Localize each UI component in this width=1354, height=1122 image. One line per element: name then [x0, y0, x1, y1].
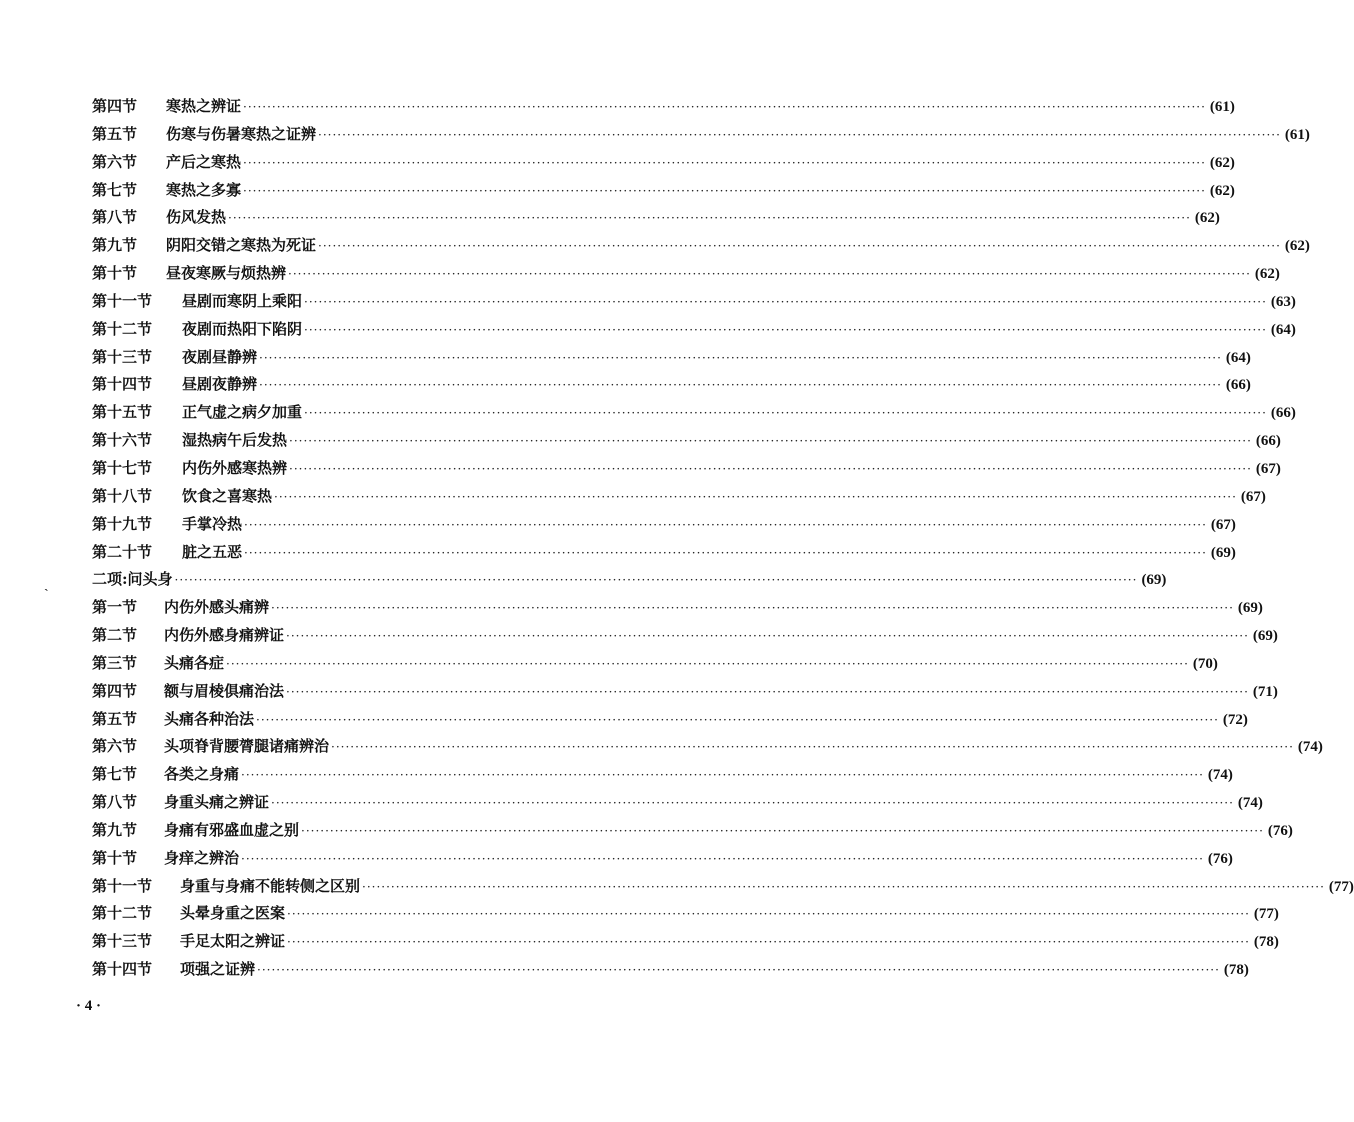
toc-entry-number: 第四节: [92, 97, 138, 115]
toc-entry: [92, 568, 1167, 596]
dot-leader: ········································································································································································································: [257, 963, 1220, 978]
toc-entry-page: (76): [1267, 822, 1293, 839]
toc-entry-page: (78): [1253, 934, 1279, 951]
dot-leader: ········································································································································································································: [259, 350, 1222, 365]
toc-entry: [92, 123, 1310, 151]
toc-entry-number: 第二节: [92, 626, 138, 645]
toc-entry-number: 第七节: [92, 180, 138, 199]
toc-entry-title: 手足太阳之辨证: [180, 932, 286, 951]
toc-entry-title: 内伤外感头痛辨: [164, 598, 270, 617]
toc-entry: [92, 401, 1296, 429]
toc-entry-title: 寒热之多寡: [166, 180, 242, 199]
toc-entry: [92, 930, 1279, 958]
toc-entry-page: (62): [1194, 210, 1220, 227]
dot-leader: ········································································································································································································: [244, 517, 1207, 532]
toc-entry: [92, 429, 1281, 457]
toc-entry-title: 夜剧昼静辨: [182, 347, 258, 366]
toc-entry-number: 二项:问头身: [92, 570, 173, 589]
toc-entry: [92, 262, 1280, 290]
toc-entry-number: 第二十节: [92, 542, 153, 561]
dot-leader: ········································································································································································································: [226, 656, 1189, 671]
toc-entry-page: (74): [1207, 767, 1233, 784]
toc-entry: [92, 95, 1235, 123]
toc-entry-page: (67): [1210, 516, 1236, 533]
dot-leader: ········································································································································································································: [362, 879, 1325, 894]
toc-entry: [92, 151, 1235, 179]
toc-entry-number: 第五节: [92, 124, 138, 143]
table-of-contents: [92, 95, 1354, 986]
dot-leader: ········································································································································································································: [288, 267, 1251, 282]
toc-entry-title: 正气虚之病夕加重: [182, 403, 303, 422]
toc-entry-page: (62): [1284, 238, 1310, 255]
toc-entry-title: 内伤外感寒热辨: [182, 458, 288, 477]
dot-leader: ········································································································································································································: [271, 601, 1234, 616]
toc-entry: [92, 680, 1278, 708]
toc-entry: [92, 541, 1236, 569]
toc-entry: [92, 708, 1248, 736]
toc-entry: [92, 819, 1293, 847]
toc-entry: [92, 346, 1251, 374]
toc-entry-title: 头项脊背腰膂腿诸痛辨治: [164, 737, 330, 756]
toc-entry-title: 昼剧夜静辨: [182, 375, 258, 394]
dot-leader: ········································································································································································································: [304, 322, 1267, 337]
toc-entry-title: 寒热之辨证: [166, 97, 242, 115]
toc-entry: [92, 652, 1218, 680]
toc-entry-number: 第十一节: [92, 876, 153, 895]
dot-leader: ········································································································································································································: [243, 155, 1206, 170]
toc-entry: [92, 290, 1296, 318]
toc-entry-number: 第一节: [92, 598, 138, 617]
toc-entry-title: 饮食之喜寒热: [182, 486, 273, 505]
toc-entry: [92, 902, 1279, 930]
toc-entry: [92, 791, 1263, 819]
toc-entry: [92, 875, 1354, 903]
dot-leader: ········································································································································································································: [244, 545, 1207, 560]
toc-entry-title: 昼剧而寒阴上乘阳: [182, 291, 303, 310]
toc-entry-number: 第十一节: [92, 291, 153, 310]
toc-entry-page: (78): [1223, 962, 1249, 979]
toc-entry-title: 额与眉棱俱痛治法: [164, 681, 285, 700]
toc-entry-title: 头晕身重之医案: [180, 904, 286, 923]
toc-entry-number: 第十三节: [92, 347, 153, 366]
toc-entry-title: 内伤外感身痛辨证: [164, 626, 285, 645]
toc-entry-page: (66): [1225, 377, 1251, 394]
toc-entry-number: 第十五节: [92, 403, 153, 422]
dot-leader: ········································································································································································································: [274, 489, 1237, 504]
toc-entry-title: 头痛各症: [164, 653, 225, 672]
toc-entry-title: 各类之身痛: [164, 765, 240, 784]
toc-entry-title: 身重与身痛不能转侧之区别: [180, 876, 361, 895]
toc-entry-number: 第八节: [92, 208, 138, 227]
toc-entry-number: 第九节: [92, 820, 138, 839]
dot-leader: ········································································································································································································: [318, 239, 1281, 254]
dot-leader: ········································································································································································································: [318, 127, 1281, 142]
toc-entry-title: 项强之证辨: [180, 960, 256, 979]
toc-entry-page: (69): [1252, 628, 1278, 645]
toc-entry-page: (72): [1222, 711, 1248, 728]
toc-entry-number: 第八节: [92, 793, 138, 812]
toc-entry-number: 第十节: [92, 264, 138, 283]
toc-entry-title: 阴阳交错之寒热为死证: [166, 236, 317, 255]
toc-entry: [92, 457, 1281, 485]
toc-entry-number: 第十四节: [92, 375, 153, 394]
toc-entry-title: 脏之五恶: [182, 542, 243, 561]
toc-entry-number: 第四节: [92, 681, 138, 700]
dot-leader: ········································································································································································································: [271, 796, 1234, 811]
dot-leader: ········································································································································································································: [228, 211, 1191, 226]
toc-entry: [92, 179, 1235, 207]
toc-entry-number: 第十六节: [92, 431, 153, 450]
dot-leader: ········································································································································································································: [256, 712, 1219, 727]
toc-entry: [92, 763, 1233, 791]
toc-entry-title: 身重头痛之辨证: [164, 793, 270, 812]
toc-entry-title: 昼夜寒厥与烦热辨: [166, 264, 287, 283]
toc-entry-page: (61): [1209, 99, 1235, 115]
toc-entry: [92, 596, 1263, 624]
toc-entry-title: 湿热病午后发热: [182, 431, 288, 450]
toc-entry-page: (69): [1210, 544, 1236, 561]
toc-entry-title: 夜剧而热阳下陷阴: [182, 319, 303, 338]
toc-entry: [92, 958, 1249, 986]
toc-entry-number: 第十四节: [92, 960, 153, 979]
toc-entry-page: (64): [1225, 349, 1251, 366]
toc-entry-page: (62): [1209, 182, 1235, 199]
toc-entry-page: (66): [1255, 433, 1281, 450]
toc-entry-number: 第十八节: [92, 486, 153, 505]
toc-entry-number: 第十节: [92, 848, 138, 867]
toc-entry: [92, 373, 1251, 401]
toc-entry-page: (67): [1240, 488, 1266, 505]
toc-entry-page: (70): [1192, 655, 1218, 672]
toc-entry-number: 第十九节: [92, 514, 153, 533]
toc-entry-number: 第三节: [92, 653, 138, 672]
toc-entry-number: 第十二节: [92, 319, 153, 338]
toc-entry-number: 第六节: [92, 737, 138, 756]
toc-entry-number: 第七节: [92, 765, 138, 784]
toc-entry: [92, 318, 1296, 346]
dot-leader: ········································································································································································································: [174, 573, 1138, 588]
page-number-footer: · 4 ·: [76, 998, 102, 1014]
dot-leader: ········································································································································································································: [241, 851, 1204, 866]
dot-leader: ········································································································································································································: [241, 768, 1204, 783]
dot-leader: ········································································································································································································: [289, 461, 1252, 476]
toc-entry-number: 第九节: [92, 236, 138, 255]
toc-entry-page: (69): [1237, 600, 1263, 617]
toc-entry-title: 头痛各种治法: [164, 709, 255, 728]
toc-entry-page: (62): [1209, 154, 1235, 171]
dot-leader: ········································································································································································································: [304, 406, 1267, 421]
toc-entry-title: 产后之寒热: [166, 152, 242, 171]
toc-entry-page: (71): [1252, 683, 1278, 700]
toc-entry-page: (62): [1254, 266, 1280, 283]
dot-leader: ········································································································································································································: [301, 823, 1264, 838]
dot-leader: ········································································································································································································: [243, 100, 1206, 114]
toc-entry-page: (77): [1253, 906, 1279, 923]
dot-leader: ········································································································································································································: [304, 294, 1267, 309]
toc-entry: [92, 206, 1220, 234]
toc-entry-title: 手掌冷热: [182, 514, 243, 533]
toc-entry-title: 伤寒与伤暑寒热之证辨: [166, 124, 317, 143]
toc-entry: [92, 485, 1266, 513]
toc-entry: [92, 735, 1323, 763]
dot-leader: ········································································································································································································: [287, 935, 1250, 950]
dot-leader: ········································································································································································································: [259, 378, 1222, 393]
toc-entry-number: 第五节: [92, 709, 138, 728]
dot-leader: ········································································································································································································: [289, 434, 1252, 449]
toc-entry-page: (77): [1328, 878, 1354, 895]
toc-entry-number: 第六节: [92, 152, 138, 171]
toc-entry: [92, 513, 1236, 541]
toc-entry: [92, 234, 1310, 262]
toc-entry-page: (74): [1237, 795, 1263, 812]
toc-entry-number: 第十二节: [92, 904, 153, 923]
toc-entry-page: (64): [1270, 321, 1296, 338]
toc-entry-title: 身痛有邪盛血虚之别: [164, 820, 300, 839]
toc-entry-number: 第十七节: [92, 458, 153, 477]
dot-leader: ········································································································································································································: [286, 629, 1249, 644]
toc-entry-page: (69): [1141, 572, 1167, 589]
dot-leader: ········································································································································································································: [287, 907, 1250, 922]
toc-entry-page: (67): [1255, 460, 1281, 477]
dot-leader: ········································································································································································································: [243, 183, 1206, 198]
toc-entry: [92, 624, 1278, 652]
dot-leader: ········································································································································································································: [331, 740, 1294, 755]
toc-entry-page: (74): [1297, 739, 1323, 756]
toc-entry-title: 伤风发热: [166, 208, 227, 227]
toc-entry-page: (66): [1270, 405, 1296, 422]
toc-entry-page: (63): [1270, 293, 1296, 310]
toc-entry-number: 第十三节: [92, 932, 153, 951]
toc-entry: [92, 847, 1233, 875]
dot-leader: ········································································································································································································: [286, 684, 1249, 699]
toc-entry-title: 身痒之辨治: [164, 848, 240, 867]
toc-entry-page: (76): [1207, 850, 1233, 867]
stray-mark: ˎ: [44, 576, 49, 592]
toc-entry-page: (61): [1284, 126, 1310, 143]
